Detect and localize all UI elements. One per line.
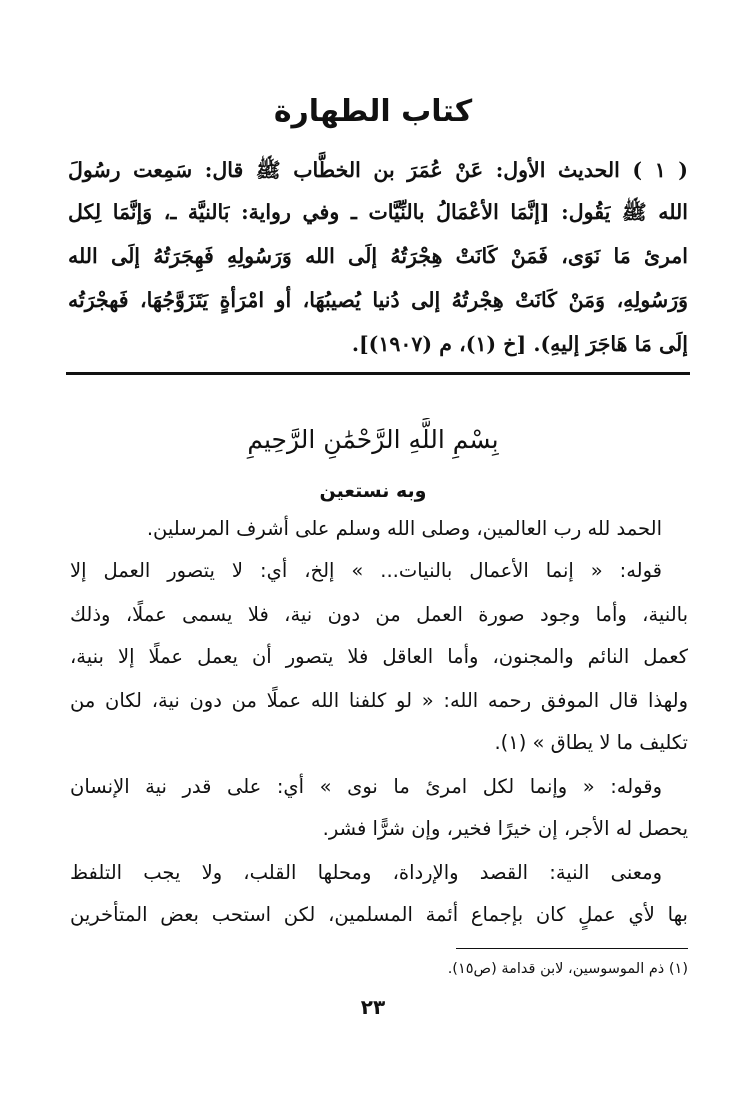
paragraph-line: بالنية، وأما وجود صورة العمل من دون نية، فلا يسمى عملًا، وذلك <box>70 603 688 626</box>
paragraph-line: ولهذا قال الموفق رحمه الله: « لو كلفنا الله عملًا من دون نية، لكان من <box>70 689 688 712</box>
paragraph-line: يحصل له الأجر، إن خيرًا فخير، وإن شرًّا فشر. <box>322 817 688 840</box>
basmala-heading: بِسْمِ اللَّهِ الرَّحْمَٰنِ الرَّحِيمِ <box>247 425 499 454</box>
paragraph-line: بها لأي عملٍ كان بإجماع أئمة المسلمين، لكن استحب بعض المتأخرين <box>70 903 688 926</box>
hadith-line: ( ١ ) الحديث الأول: عَنْ عُمَرَ بن الخطَّاب ﷺ قال: سَمِعت رسُولَ <box>68 158 688 182</box>
section-divider <box>66 372 690 375</box>
paragraph-line: ومعنى النية: القصد والإرداة، ومحلها القلب، ولا يجب التلفظ <box>70 861 662 884</box>
subtitle: وبه نستعين <box>319 480 427 502</box>
hadith-line: إلَى مَا هَاجَرَ إليهِ). [خ (١)، م (١٩٠٧)]. <box>351 332 688 356</box>
paragraph-line: قوله: « إنما الأعمال بالنيات... » إلخ، أي: لا يتصور العمل إلا <box>70 559 662 582</box>
paragraph-line: الحمد لله رب العالمين، وصلى الله وسلم على أشرف المرسلين. <box>146 517 662 540</box>
paragraph-line: تكليف ما لا يطاق » (١). <box>494 731 688 754</box>
paragraph-line: كعمل النائم والمجنون، وأما العاقل فلا يتصور أن يعمل عملًا إلا بنية، <box>70 645 688 668</box>
hadith-line: وَرَسُولِهِ، وَمَنْ كَانَتْ هِجْرتُهُ إلى دُنيا يُصيبُهَا، أو امْرَأةٍ يَتَزَوَّجُهَا، فَهجْرَتُه <box>68 288 688 312</box>
hadith-line: الله ﷺ يَقُول: [إنَّمَا الأعْمَالُ بالنِّيَّات ـ وفي رواية: بَالنيَّة ـ، وَإنَّمَا لِكل <box>68 200 688 224</box>
paragraph-line: وقوله: « وإنما لكل امرئ ما نوى » أي: على قدر نية الإنسان <box>70 775 662 798</box>
footnote-separator <box>456 948 688 949</box>
footnote: (١) ذم الموسوسين، لابن قدامة (ص١٥). <box>447 961 688 977</box>
hadith-line: امرئ مَا نَوَى، فَمَنْ كَانَتْ هِجْرَتُهُ إلَى الله وَرَسُولِهِ فَهِجَرَتُهُ إلَى الله <box>68 244 688 268</box>
chapter-title: كتاب الطهارة <box>273 94 473 129</box>
page-number: ٢٣ <box>360 995 386 1019</box>
